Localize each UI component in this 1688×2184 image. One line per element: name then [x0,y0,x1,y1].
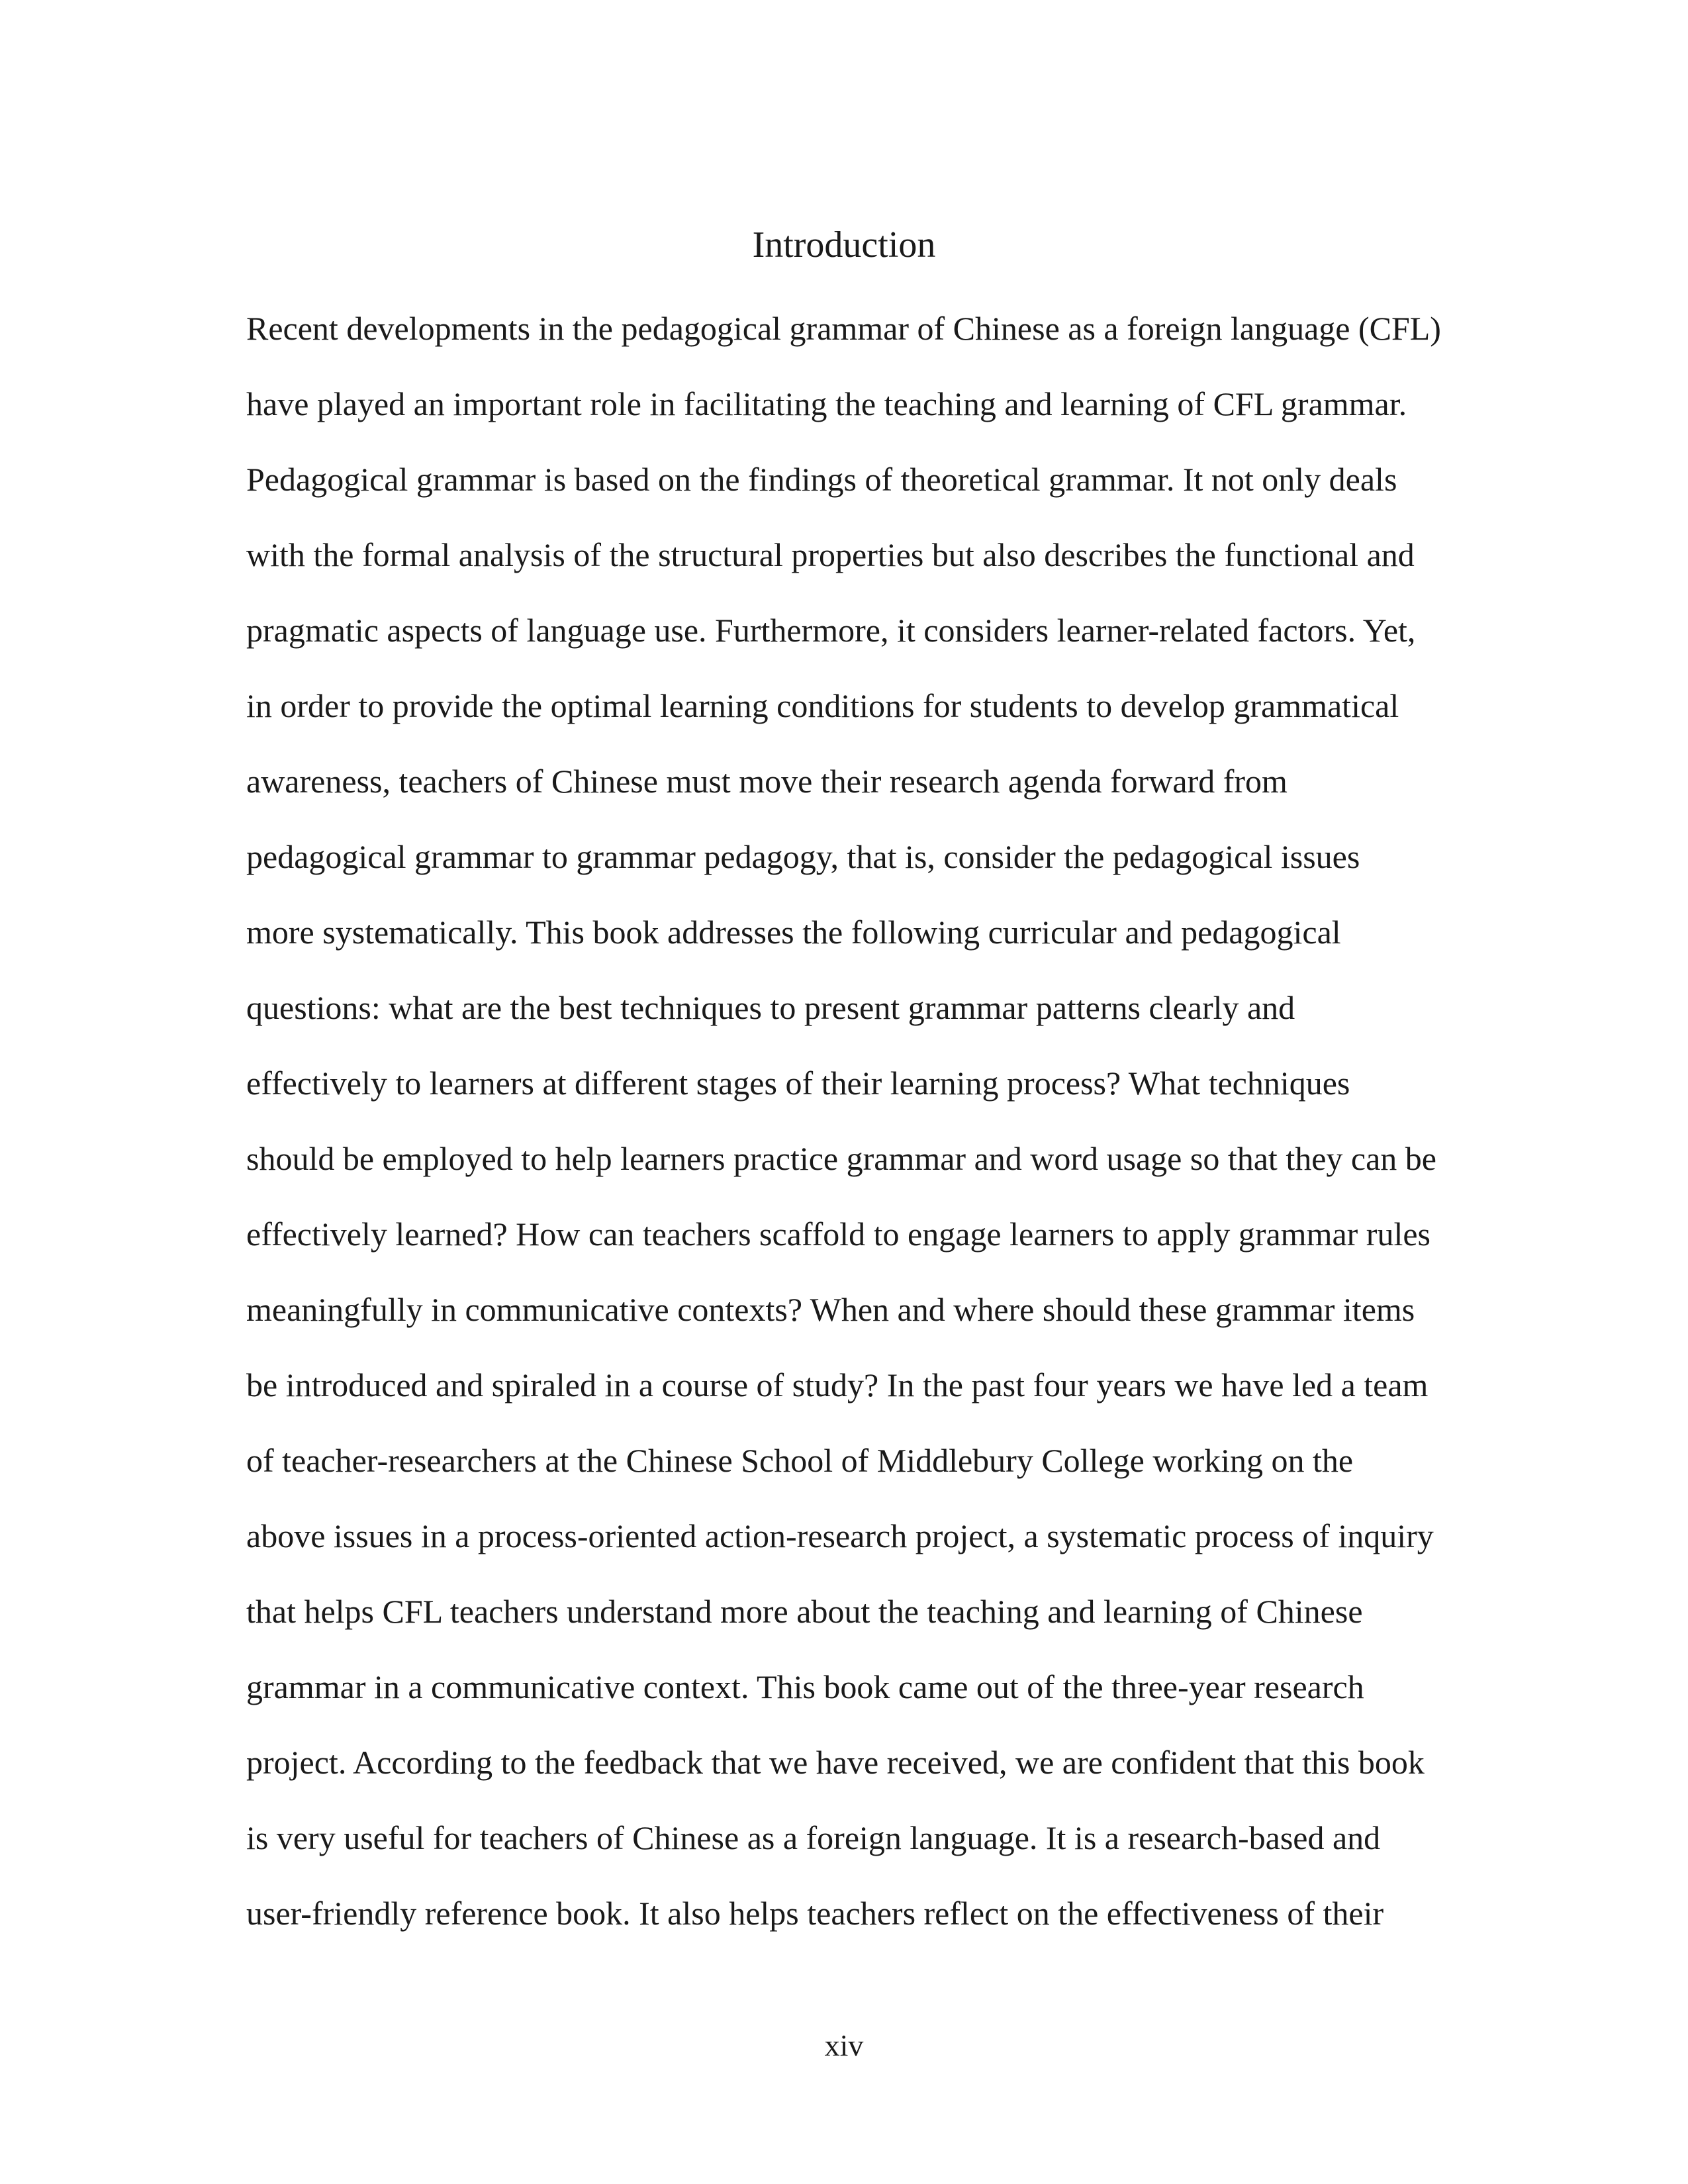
text-line: is very useful for teachers of Chinese as a foreign language. It is a research-based and [246,1819,1381,1856]
text-line: effectively learned? How can teachers scaffold to engage learners to apply grammar rules [246,1215,1430,1253]
text-line: more systematically. This book addresses the following curricular and pedagogical [246,914,1341,951]
text-line: of teacher-researchers at the Chinese School of Middlebury College working on the [246,1442,1354,1479]
text-line: Recent developments in the pedagogical grammar of Chinese as a foreign language (CFL) [246,310,1441,347]
text-line: questions: what are the best techniques to present grammar patterns clearly and [246,989,1295,1026]
text-line: in order to provide the optimal learning conditions for students to develop grammatical [246,687,1399,724]
page-title: Introduction [752,224,936,265]
text-line: grammar in a communicative context. This book came out of the three-year research [246,1668,1364,1705]
text-line: meaningfully in communicative contexts? When and where should these grammar items [246,1291,1415,1328]
text-line: above issues in a process-oriented action-research project, a systematic process of inquiry [246,1517,1434,1554]
text-line: effectively to learners at different stages of their learning process? What techniques [246,1065,1350,1102]
text-line: that helps CFL teachers understand more about the teaching and learning of Chinese [246,1593,1363,1630]
text-line: user-friendly reference book. It also helps teachers reflect on the effectiveness of their [246,1895,1384,1932]
body-text [246,302,1441,1962]
text-line: awareness, teachers of Chinese must move their research agenda forward from [246,763,1288,800]
text-line: Pedagogical grammar is based on the findings of theoretical grammar. It not only deals [246,461,1397,498]
text-line: should be employed to help learners practice grammar and word usage so that they can be [246,1140,1436,1177]
text-line: with the formal analysis of the structural properties but also describes the functional and [246,536,1415,573]
text-line: pragmatic aspects of language use. Furthermore, it considers learner-related factors. Yet, [246,612,1416,649]
page-number: xiv [824,2028,864,2062]
text-line: pedagogical grammar to grammar pedagogy, that is, consider the pedagogical issues [246,838,1360,875]
text-line: be introduced and spiraled in a course of study? In the past four years we have led a team [246,1366,1429,1403]
text-line: have played an important role in facilitating the teaching and learning of CFL grammar. [246,385,1407,422]
text-line: project. According to the feedback that we have received, we are confident that this book [246,1744,1425,1781]
